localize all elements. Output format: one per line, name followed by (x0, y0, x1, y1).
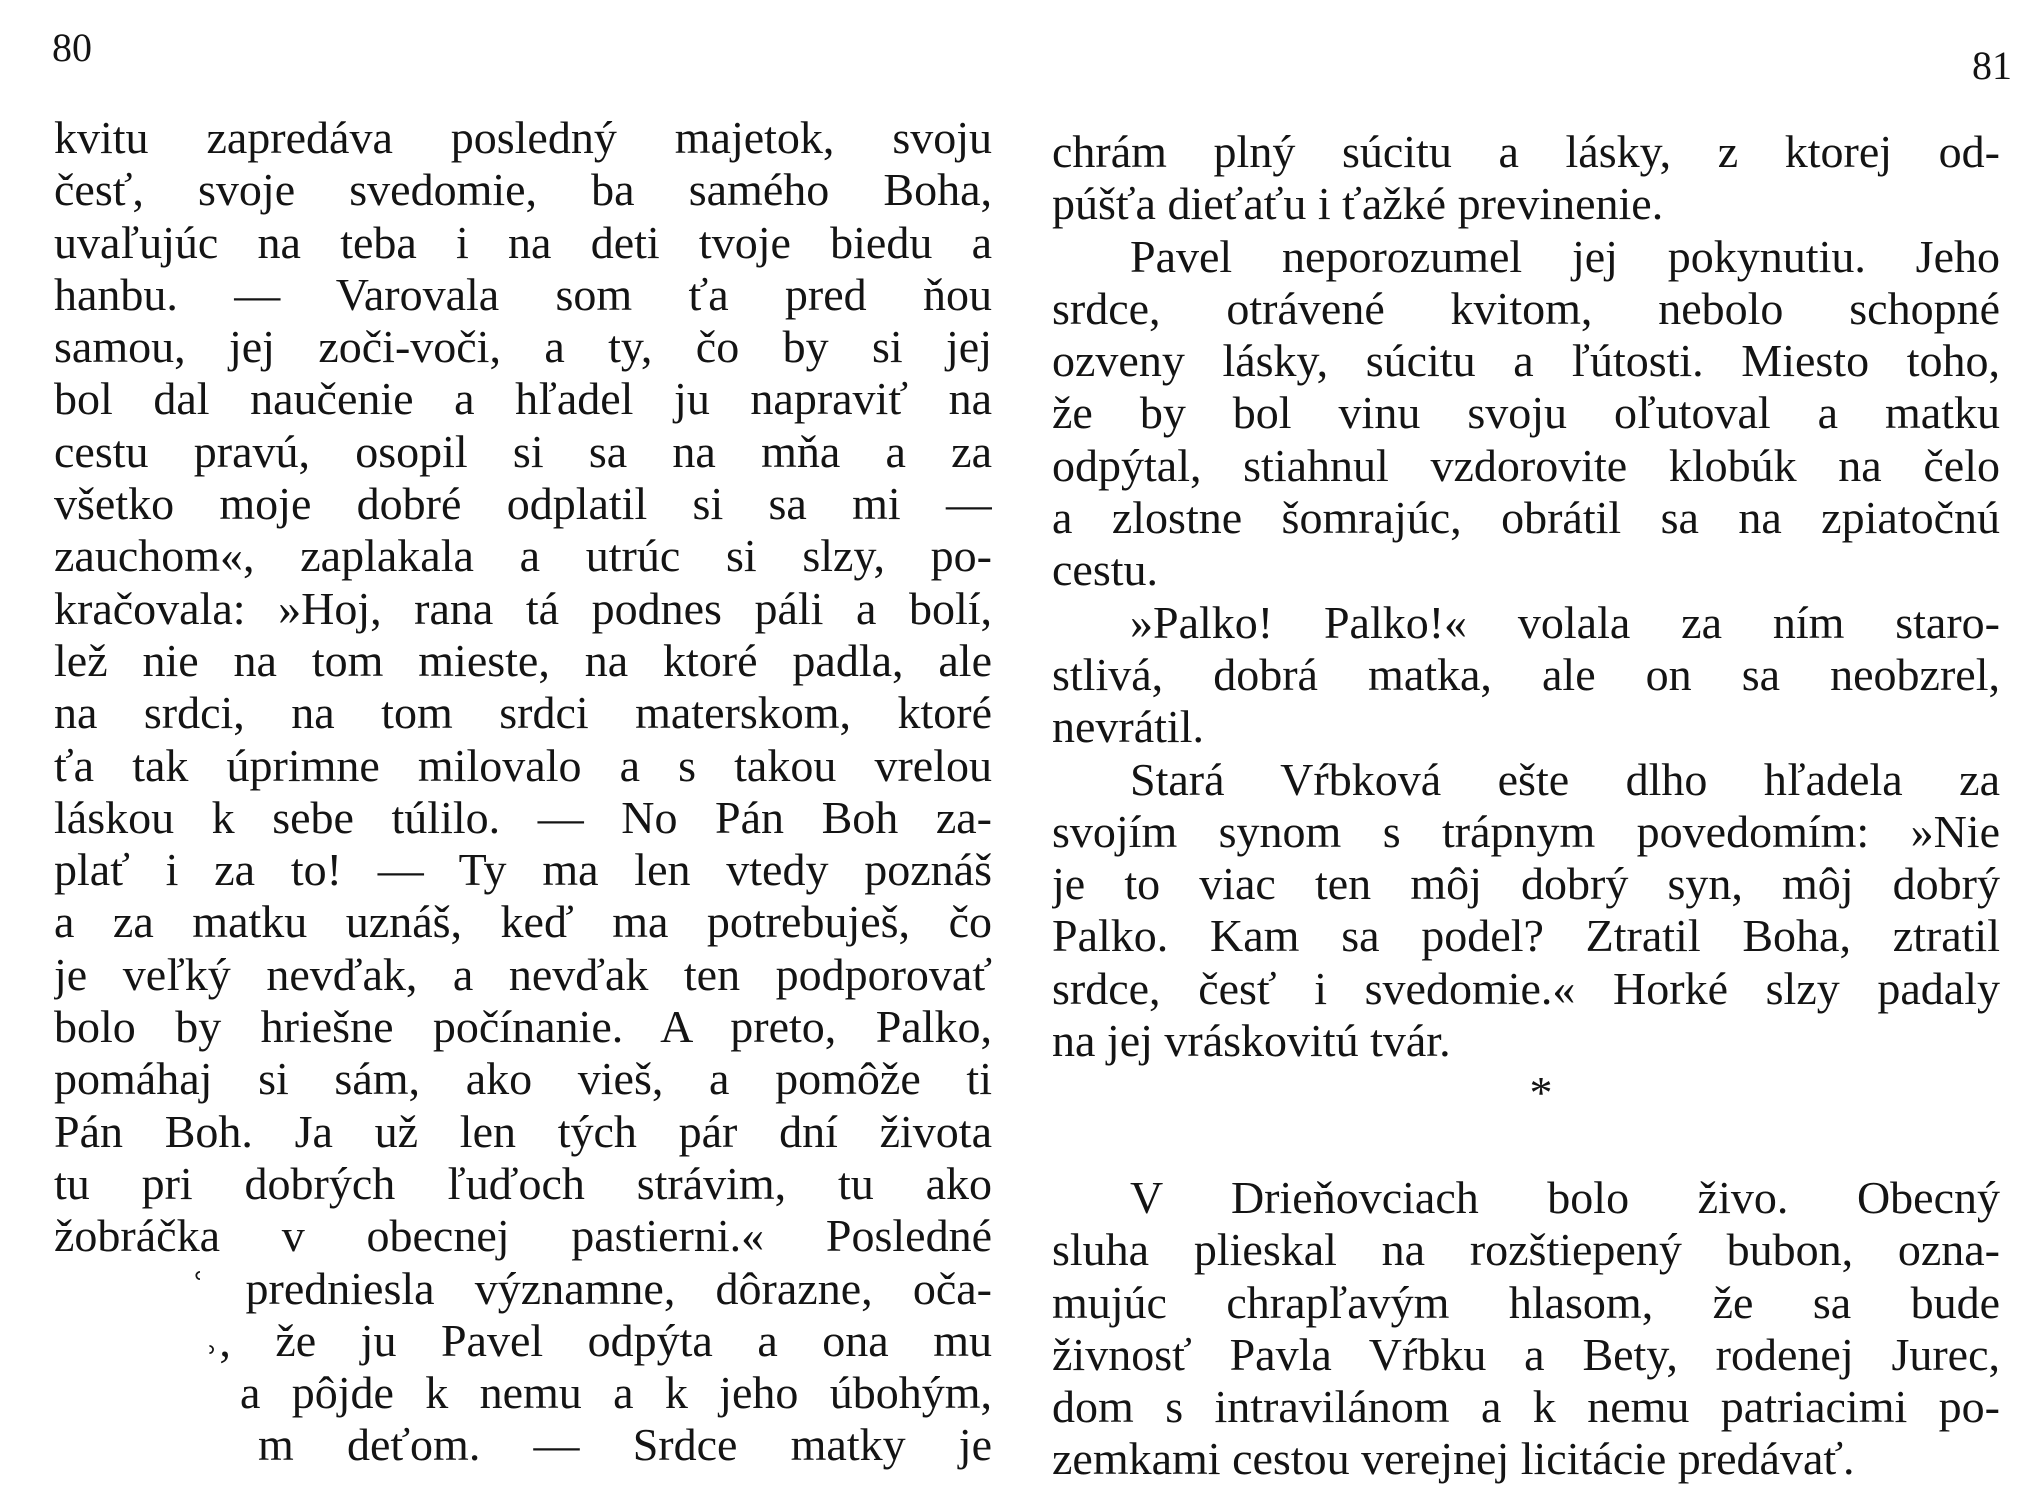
text-line: všetko moje dobré odplatil si sa mi — (54, 478, 992, 530)
text-line: plať i za to! — Ty ma len vtedy poznáš (54, 844, 992, 896)
text-line: živnosť Pavla Vŕbku a Bety, rodenej Jurec, (1052, 1328, 2000, 1380)
text-line: dom s intravilánom a k nemu patriacimi po- (1052, 1381, 2000, 1433)
paragraph-start: »Palko! Palko!« volala za ním staro- (1130, 596, 2000, 648)
text-line: samou, jej zoči-voči, a ty, čo by si jej (54, 321, 992, 373)
text-line: srdce, česť i svedomie.« Horké slzy padaly (1052, 962, 2000, 1014)
text-line: kvitu zapredáva posledný majetok, svoju (54, 112, 992, 163)
text-line: nevrátil. (1052, 701, 1204, 753)
text-line: Pán Boh. Ja už len tých pár dní života (54, 1105, 992, 1157)
text-line: na srdci, na tom srdci materskom, ktoré (54, 687, 992, 739)
text-line: na jej vráskovitú tvár. (1052, 1015, 1451, 1067)
text-line-partial: a pôjde k nemu a k jeho úbohým, (240, 1367, 992, 1419)
text-line: srdce, otrávené kvitom, nebolo schopné (1052, 282, 2000, 334)
text-line-partial: m deťom. — Srdce matky je (258, 1419, 992, 1471)
text-line: žobráčka v obecnej pastierni.« Posledné (54, 1210, 992, 1262)
text-line: je veľký nevďak, a nevďak ten podporovať (54, 948, 992, 1000)
text-line: Palko. Kam sa podel? Ztratil Boha, ztratil (1052, 910, 2000, 962)
text-line: ťa tak úprimne milovalo a s takou vrelou (54, 739, 992, 791)
text-line: cestu. (1052, 544, 1159, 596)
text-line: je to viac ten môj dobrý syn, môj dobrý (1052, 858, 2000, 910)
text-line: lež nie na tom mieste, na ktoré padla, ale (54, 634, 992, 686)
right-page (1012, 0, 2024, 1500)
text-line: česť, svoje svedomie, ba samého Boha, (54, 164, 992, 216)
paragraph-start: Stará Vŕbková ešte dlho hľadela za (1130, 753, 2000, 805)
text-line: bolo by hriešne počínanie. A preto, Palko, (54, 1001, 992, 1053)
page-number-left: 80 (52, 25, 92, 70)
text-line: že by bol vinu svoju oľutoval a matku (1052, 387, 2000, 439)
text-line: cestu pravú, osopil si sa na mňa a za (54, 425, 992, 477)
text-line: pomáhaj si sám, ako vieš, a pomôže ti (54, 1053, 992, 1105)
text-line: a zlostne šomrajúc, obrátil sa na zpiatočnú (1052, 492, 2000, 544)
text-line: chrám plný súcitu a lásky, z ktorej od- (1052, 126, 2000, 177)
text-line: mujúc chrapľavým hlasom, že sa bude (1052, 1276, 2000, 1328)
text-line: ozveny lásky, súcitu a ľútosti. Miesto toho, (1052, 335, 2000, 387)
text-line: sluha plieskal na rozštiepený bubon, ozna- (1052, 1224, 2000, 1276)
text-line: zemkami cestou verejnej licitácie predávať. (1052, 1433, 1855, 1485)
paragraph-start: V Drieňovciach bolo živo. Obecný (1130, 1171, 2000, 1223)
text-line: zauchom«, zaplakala a utrúc si slzy, po- (54, 530, 992, 582)
page-number-right: 81 (1972, 43, 2012, 88)
text-line-partial: ˒, že ju Pavel odpýta a ona mu (204, 1314, 992, 1366)
text-line: uvaľujúc na teba i na deti tvoje biedu a (54, 216, 992, 268)
text-line: láskou k sebe túlilo. — No Pán Boh za- (54, 791, 992, 843)
text-line: hanbu. — Varovala som ťa pred ňou (54, 268, 992, 320)
text-line: kračovala: »Hoj, rana tá podnes páli a bolí, (54, 582, 992, 634)
text-line: tu pri dobrých ľuďoch strávim, tu ako (54, 1157, 992, 1209)
text-line: stlivá, dobrá matka, ale on sa neobzrel, (1052, 648, 2000, 700)
text-line: svojím synom s trápnym povedomím: »Nie (1052, 805, 2000, 857)
paragraph-start: Pavel neporozumel jej pokynutiu. Jeho (1130, 230, 2000, 282)
text-line: odpýtal, stiahnul vzdorovite klobúk na čelo (1052, 439, 2000, 491)
text-line: bol dal naučenie a hľadel ju napraviť na (54, 373, 992, 425)
section-separator: * (1529, 1067, 1553, 1119)
text-line-partial: ʿ predniesla významne, dôrazne, oča- (190, 1262, 992, 1314)
left-page-text (54, 112, 992, 1472)
text-line: a za matku uznáš, keď ma potrebuješ, čo (54, 896, 992, 948)
text-line: púšťa dieťaťu i ťažké previnenie. (1052, 178, 1664, 230)
right-page-text (1052, 126, 2000, 1486)
